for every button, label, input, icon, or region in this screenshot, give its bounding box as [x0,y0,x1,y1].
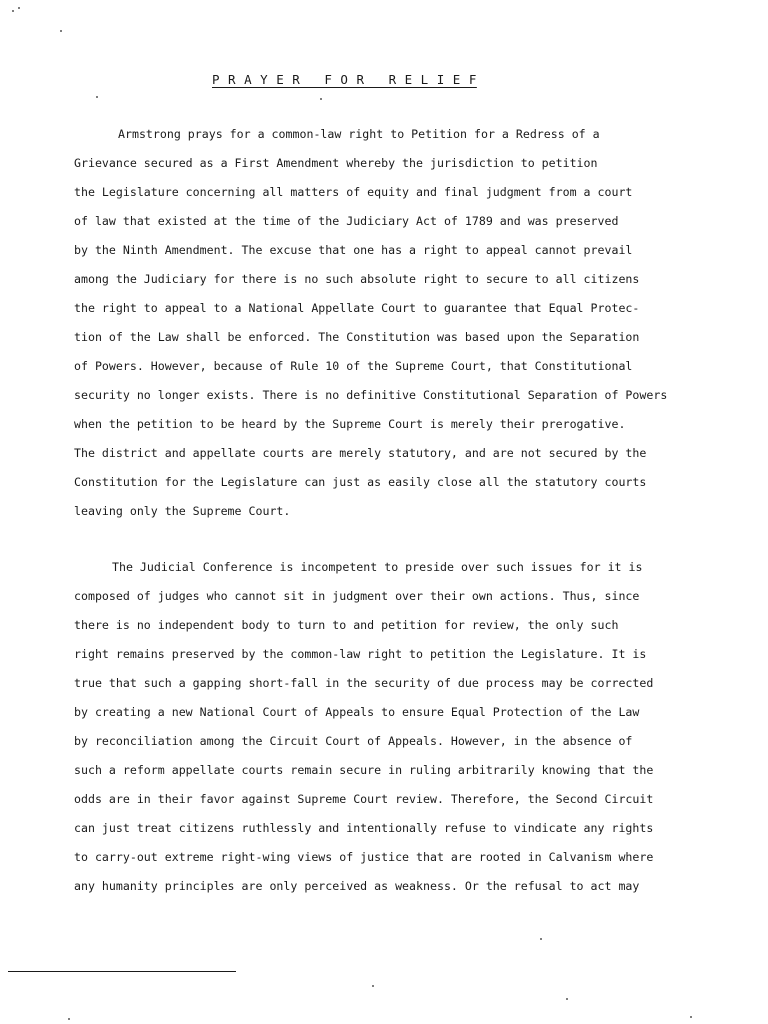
text-line: true that such a gapping short-fall in the security of due process may be corrected [74,676,654,690]
paragraph-1 [74,120,714,526]
text-line: right remains preserved by the common-law right to petition the Legislature. It is [74,647,647,661]
text-line: by reconciliation among the Circuit Court of Appeals. However, in the absence of [74,734,633,748]
text-line: by the Ninth Amendment. The excuse that one has a right to appeal cannot prevail [74,243,633,257]
text-line: The Judicial Conference is incompetent to preside over such issues for it is [112,560,643,574]
scan-speck [18,7,20,9]
scan-speck [566,998,568,1000]
text-line: to carry-out extreme right-wing views of justice that are rooted in Calvanism where [74,850,654,864]
scan-speck [12,10,14,12]
text-line: when the petition to be heard by the Supreme Court is merely their prerogative. [74,417,626,431]
text-line: odds are in their favor against Supreme Court review. Therefore, the Second Circuit [74,792,654,806]
scan-speck [60,30,62,32]
text-line: by creating a new National Court of Appeals to ensure Equal Protection of the Law [74,705,640,719]
text-line: Grievance secured as a First Amendment whereby the jurisdiction to petition [74,156,598,170]
scan-speck [690,1016,692,1018]
scan-speck [68,1018,70,1020]
scan-speck [96,96,98,98]
text-line: of law that existed at the time of the Judiciary Act of 1789 and was preserved [74,214,619,228]
text-line: tion of the Law shall be enforced. The Constitution was based upon the Separation [74,330,640,344]
scan-speck [320,98,322,100]
text-line: leaving only the Supreme Court. [74,504,291,518]
scan-speck [540,938,542,940]
text-line: can just treat citizens ruthlessly and intentionally refuse to vindicate any rights [74,821,654,835]
text-line: of Powers. However, because of Rule 10 of the Supreme Court, that Constitutional [74,359,633,373]
text-line: the right to appeal to a National Appellate Court to guarantee that Equal Protec- [74,301,640,315]
paragraph-2 [74,553,714,901]
text-line: the Legislature concerning all matters of equity and final judgment from a court [74,185,633,199]
text-line: among the Judiciary for there is no such absolute right to secure to all citizens [74,272,640,286]
text-line: any humanity principles are only perceived as weakness. Or the refusal to act may [74,879,640,893]
text-line: The district and appellate courts are merely statutory, and are not secured by the [74,446,647,460]
text-line: Armstrong prays for a common-law right to Petition for a Redress of a [118,127,600,141]
text-line: there is no independent body to turn to and petition for review, the only such [74,618,619,632]
text-line: security no longer exists. There is no definitive Constitutional Separation of Powers [74,388,668,402]
scan-speck [372,985,374,987]
text-line: composed of judges who cannot sit in judgment over their own actions. Thus, since [74,589,640,603]
document-title: P R A Y E R F O R R E L I E F [212,72,477,87]
text-line: Constitution for the Legislature can just as easily close all the statutory courts [74,475,647,489]
footnote-separator [8,971,236,972]
text-line: such a reform appellate courts remain secure in ruling arbitrarily knowing that the [74,763,654,777]
